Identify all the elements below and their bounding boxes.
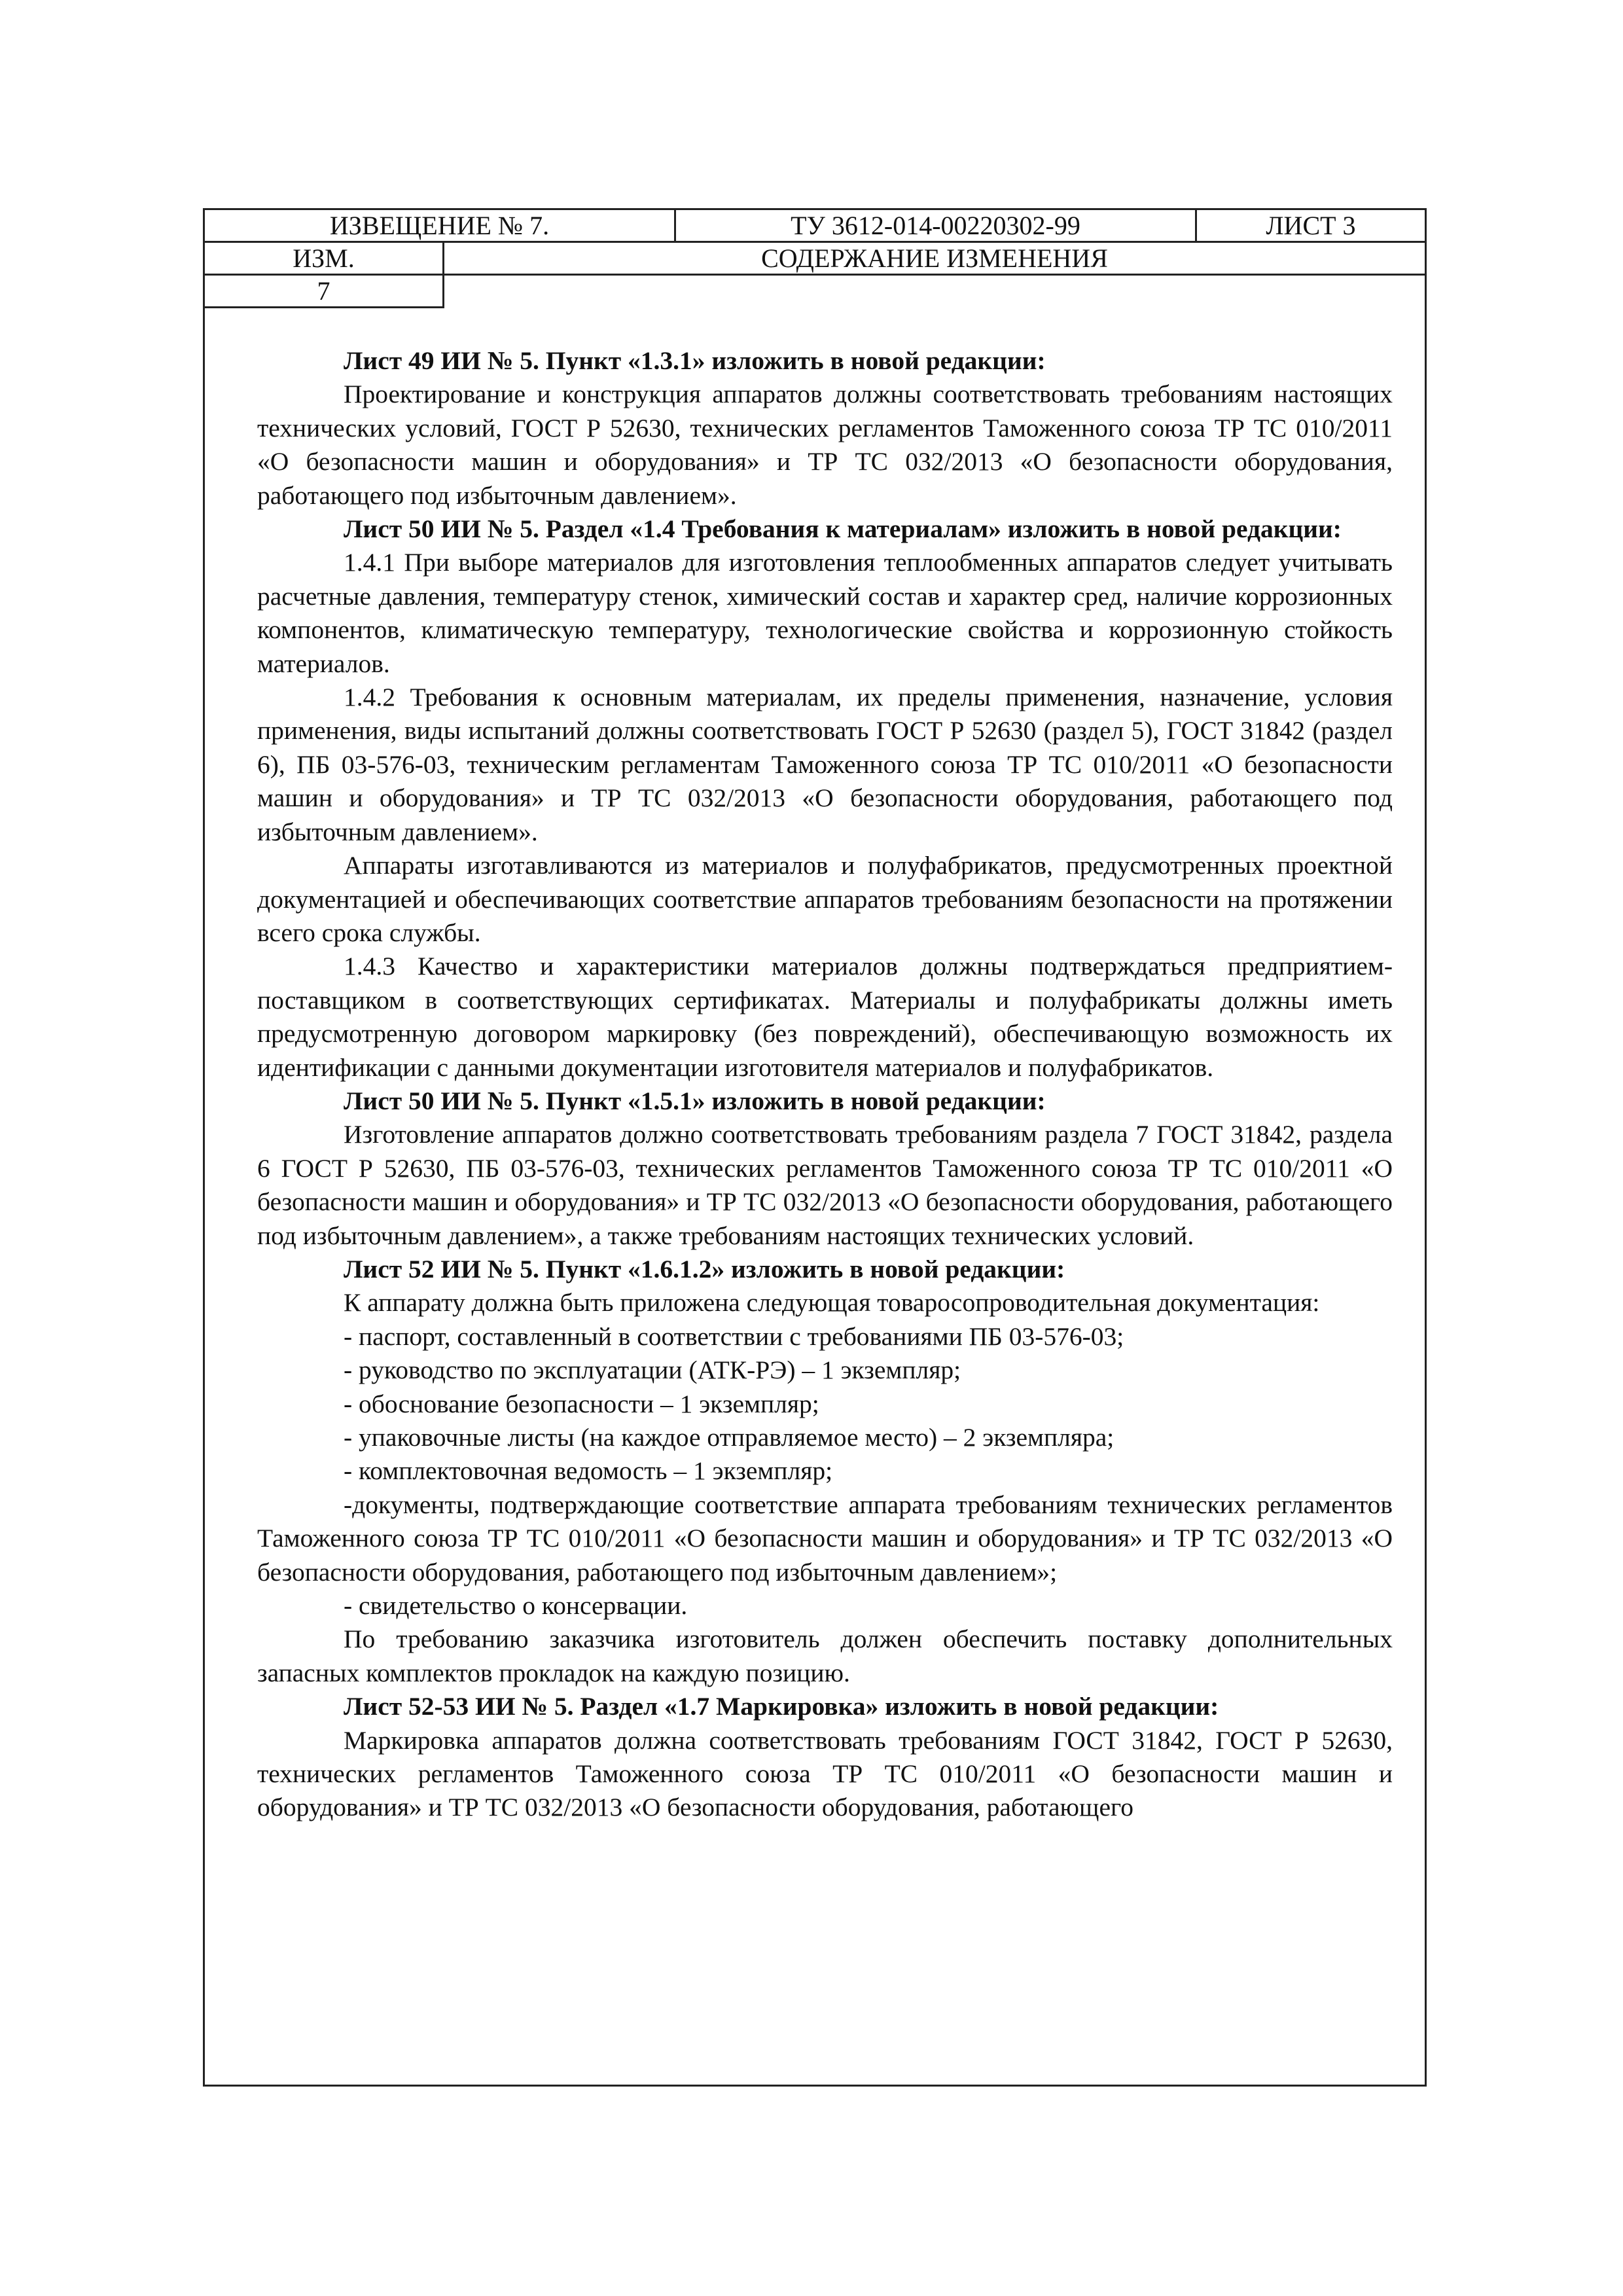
paragraph: Аппараты изготавливаются из материалов и полуфабрикатов, предусмотренных проектной документацией и обеспечивающих соответствие аппаратов требованиям безопасности на протяжении всего срока службы.: [257, 851, 1393, 947]
content-label: СОДЕРЖАНИЕ ИЗМЕНЕНИЯ: [761, 243, 1108, 273]
doc-code: ТУ 3612-014-00220302-99: [676, 210, 1197, 241]
paragraph: 1.4.2 Требования к основным материалам, их пределы применения, назначение, условия применения, виды испытаний должны соответствовать ГОСТ Р 52630 (раздел 5), ГОСТ 31842 (раздел 6), ПБ 03-576-03, техническим регламентам Таможенного союза ТР ТС 010/2011 «О безопасности машин и оборудования» и ТР ТС 032/2013 «О безопасности оборудования, работающего под избыточным давлением».: [257, 683, 1393, 846]
section-heading: Лист 50 ИИ № 5. Пункт «1.5.1» изложить в новой редакции:: [344, 1086, 1046, 1115]
paragraph: 1.4.1 При выборе материалов для изготовления теплообменных аппаратов следует учитывать расчетные давления, температуру стенок, химический состав и характер сред, наличие коррозионных компонентов, климатическую температуру, технологические свойства и коррозионную стойкость материалов.: [257, 548, 1393, 678]
list-item: - упаковочные листы (на каждое отправляемое место) – 2 экземпляра;: [344, 1423, 1115, 1452]
section-heading: Лист 52-53 ИИ № 5. Раздел «1.7 Маркировка» изложить в новой редакции:: [344, 1692, 1219, 1721]
list-item: - руководство по эксплуатации (АТК-РЭ) – 1 экземпляр;: [344, 1355, 961, 1385]
section-heading: Лист 52 ИИ № 5. Пункт «1.6.1.2» изложить в новой редакции:: [344, 1254, 1065, 1283]
list-item: - комплектовочная ведомость – 1 экземпляр;: [344, 1456, 833, 1486]
list-item: - обоснование безопасности – 1 экземпляр;: [344, 1389, 819, 1418]
paragraph: -документы, подтверждающие соответствие аппарата требованиям технических регламентов Таможенного союза ТР ТС 010/2011 «О безопасности машин и оборудования» и ТР ТС 032/2013 «О безопасности оборудования, работающего под избыточным давлением»;: [257, 1490, 1393, 1587]
section-heading: Лист 50 ИИ № 5. Раздел «1.4 Требования к материалам» изложить в новой редакции:: [344, 514, 1342, 544]
paragraph: К аппарату должна быть приложена следующая товаросопроводительная документация:: [344, 1288, 1320, 1318]
paragraph: Изготовление аппаратов должно соответствовать требованиям раздела 7 ГОСТ 31842, раздела 6 ГОСТ Р 52630, ПБ 03-576-03, технических регламентов Таможенного союза ТР ТС 010/2011 «О безопасности машин и оборудования» и ТР ТС 032/2013 «О безопасности оборудования, работающего под избыточным давлением», а также требованиям настоящих технических условий.: [257, 1120, 1393, 1250]
paragraph: 1.4.3 Качество и характеристики материалов должны подтверждаться предприятием-поставщиком в соответствующих сертификатах. Материалы и полуфабрикаты должны иметь предусмотренную договором маркировку (без повреждений), обеспечивающую возможность их идентификации с данными документации изготовителя материалов и полуфабрикатов.: [257, 952, 1393, 1082]
change-content: [257, 344, 1393, 1825]
notice-number: ИЗВЕЩЕНИЕ № 7.: [205, 210, 676, 241]
paragraph: Проектирование и конструкция аппаратов должны соответствовать требованиям настоящих технических условий, ГОСТ Р 52630, технических регламентов Таможенного союза ТР ТС 010/2011 «О безопасности машин и оборудования» и ТР ТС 032/2013 «О безопасности оборудования, работающего под избыточным давлением».: [257, 380, 1393, 510]
document-frame: [203, 208, 1427, 2087]
section-heading: Лист 49 ИИ № 5. Пункт «1.3.1» изложить в новой редакции:: [344, 346, 1046, 375]
sheet-number: ЛИСТ 3: [1266, 211, 1356, 240]
header-row-2: [205, 243, 1425, 276]
paragraph: По требованию заказчика изготовитель должен обеспечить поставку дополнительных запасных комплектов прокладок на каждую позицию.: [257, 1624, 1393, 1687]
izm-value: 7: [205, 276, 444, 308]
list-item: - свидетельство о консервации.: [344, 1591, 688, 1621]
list-item: - паспорт, составленный в соответствии с требованиями ПБ 03-576-03;: [344, 1321, 1124, 1351]
header-row-1: [205, 210, 1425, 243]
izm-label: ИЗМ.: [205, 243, 444, 274]
paragraph: Маркировка аппаратов должна соответствовать требованиям ГОСТ 31842, ГОСТ Р 52630, технических регламентов Таможенного союза ТР ТС 010/2011 «О безопасности машин и оборудования» и ТР ТС 032/2013 «О безопасности оборудования, работающего: [257, 1725, 1393, 1822]
